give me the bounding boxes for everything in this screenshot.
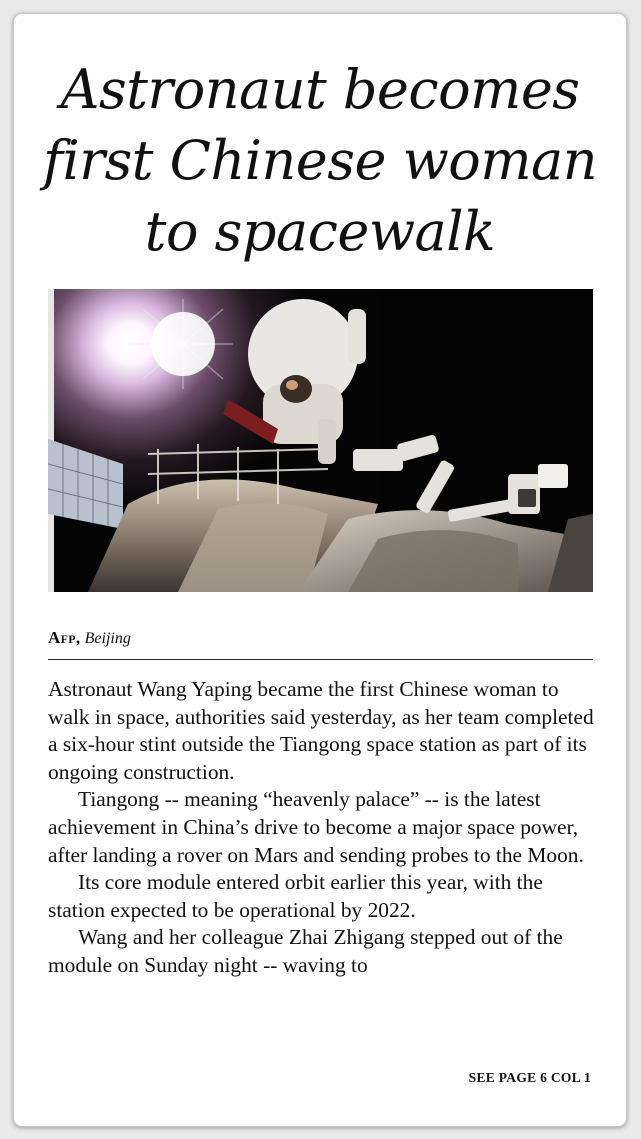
article-card [13, 13, 627, 1127]
headline-line-2: first Chinese woman [43, 129, 597, 192]
paragraph: Wang and her colleague Zhai Zhigang stepped out of the module on Sunday night -- waving to [48, 925, 563, 977]
byline-city: Beijing [84, 630, 131, 647]
article-photo [48, 289, 593, 592]
byline [48, 628, 593, 660]
headline [34, 54, 606, 267]
headline-line-1: Astronaut becomes [60, 58, 580, 121]
headline-line-3: to spacewalk [144, 200, 496, 263]
paragraph: Tiangong -- meaning “heavenly palace” -- is the latest achievement in China’s drive to become a major space power, after landing a rover on Mars and sending probes to the Moon. [48, 787, 584, 867]
paragraph: Astronaut Wang Yaping became the first Chinese woman to walk in space, authorities said yesterday, as her team completed a six-hour stint outside the Tiangong space station as part of its ongoing construction. [48, 677, 594, 784]
article-body [48, 676, 596, 980]
byline-agency: Afp, [48, 628, 81, 647]
paragraph: Its core module entered orbit earlier this year, with the station expected to be operational by 2022. [48, 870, 543, 922]
continuation-note: SEE PAGE 6 COL 1 [468, 1070, 591, 1085]
